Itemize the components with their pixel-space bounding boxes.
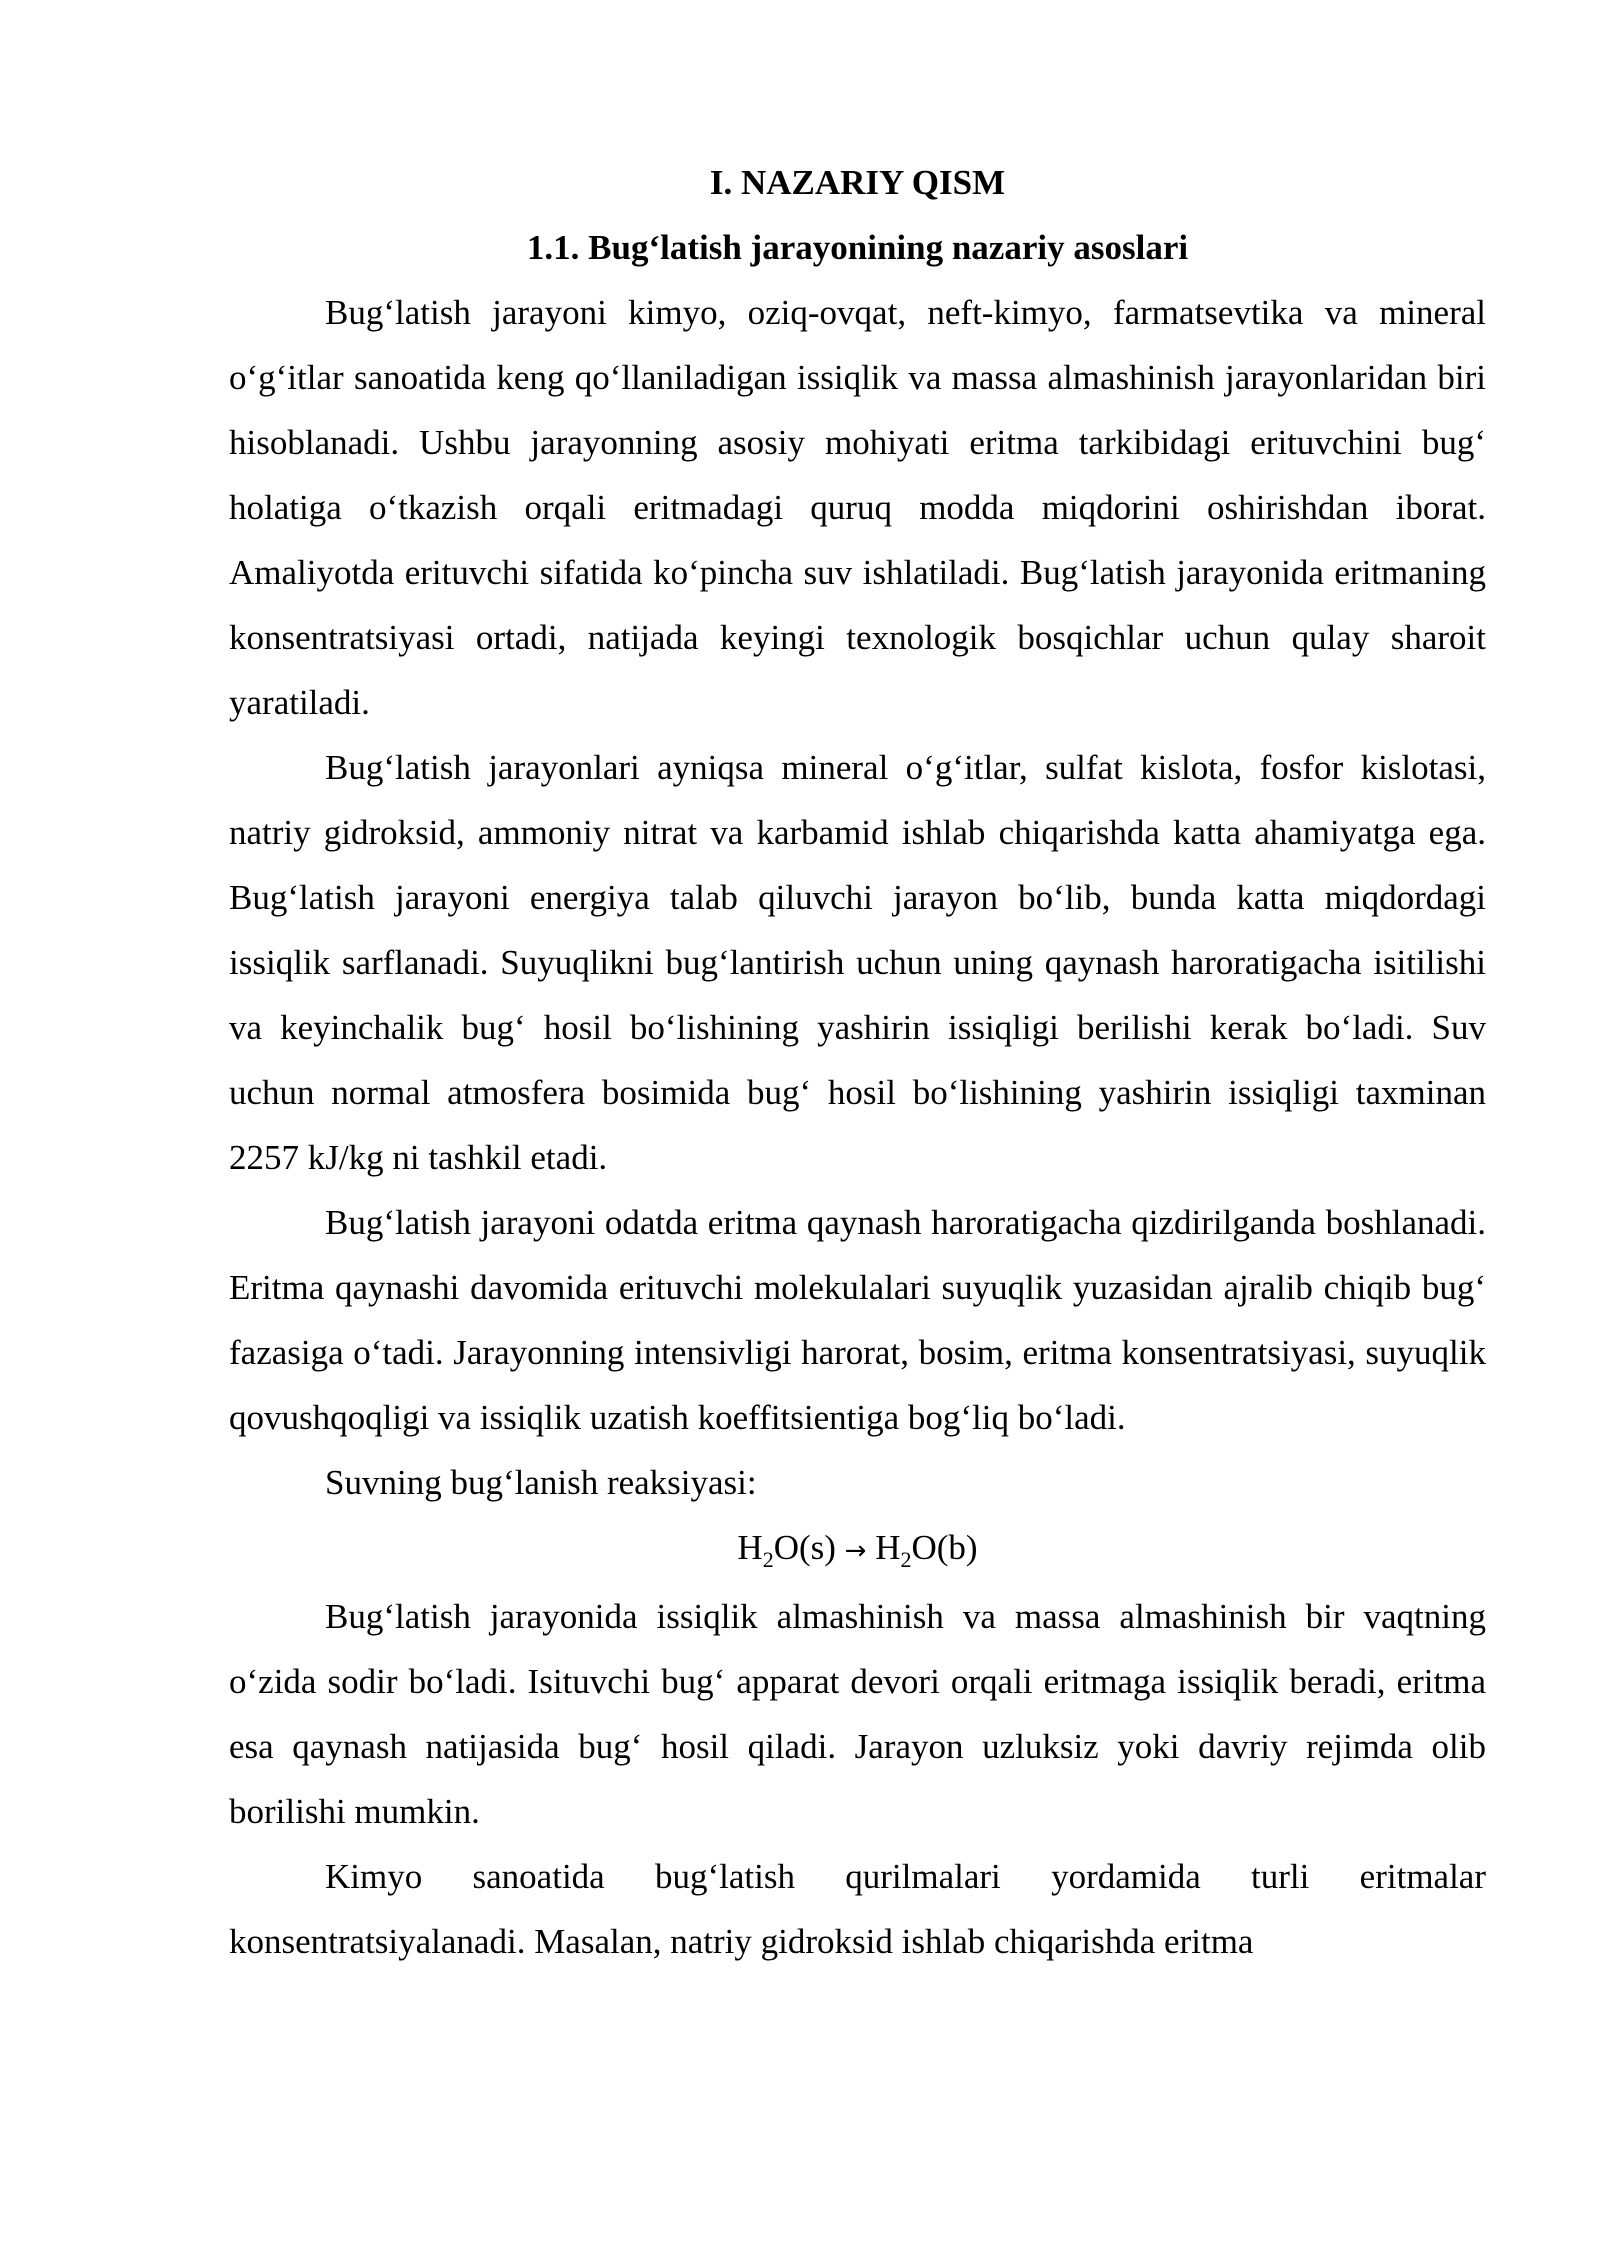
paragraph-intro: Bug‘latish jarayoni kimyo, oziq-ovqat, neft-kimyo, farmatsevtika va mineral o‘g‘itlar sanoatida keng qo‘llaniladigan issiqlik va massa almashinish jarayonlaridan biri hisoblanadi. Ushbu jarayonning asosiy mohiyati eritma tarkibidagi erituvchini bug‘ holatiga o‘tkazish orqali eritmadagi quruq modda miqdorini oshirishdan iborat. Amaliyotda erituvchi sifatida ko‘pincha suv ishlatiladi. Bug‘latish jarayonida eritmaning konsentratsiyasi ortadi, natijada keyingi texnologik bosqichlar uchun qulay sharoit yaratiladi. [229, 293, 1486, 722]
section-title: 1.1. Bug‘latish jarayonining nazariy asoslari [526, 228, 1189, 267]
document-body [229, 150, 1486, 1974]
reaction-arrow-icon: → [844, 1536, 867, 1566]
chapter-title: I. NAZARIY QISM [709, 163, 1006, 202]
formula-right-rest: O(b) [911, 1528, 978, 1567]
reaction-formula [229, 1515, 1486, 1584]
paragraph-boiling: Bug‘latish jarayoni odatda eritma qaynash haroratigacha qizdirilganda boshlanadi. Eritma qaynashi davomida erituvchi molekulalari suyuqlik yuzasidan ajralib chiqib bug‘ fazasiga o‘tadi. Jarayonning intensivligi harorat, bosim, eritma konsentratsiyasi, suyuqlik qovushqoqligi va issiqlik uzatish koeffitsientiga bog‘liq bo‘ladi. [229, 1203, 1486, 1437]
paragraph-reaction-label: Suvning bug‘lanish reaksiyasi: [325, 1463, 757, 1502]
formula-right-subscript: 2 [900, 1547, 912, 1572]
formula-left-rest: O(s) [773, 1528, 836, 1567]
formula-left-subscript: 2 [762, 1547, 774, 1572]
paragraph-applications: Bug‘latish jarayonlari ayniqsa mineral o‘g‘itlar, sulfat kislota, fosfor kislotasi, natriy gidroksid, ammoniy nitrat va karbamid ishlab chiqarishda katta ahamiyatga ega. Bug‘latish jarayoni energiya talab qiluvchi jarayon bo‘lib, bunda katta miqdordagi issiqlik sarflanadi. Suyuqlikni bug‘lantirish uchun uning qaynash haroratigacha isitilishi va keyinchalik bug‘ hosil bo‘lishining yashirin issiqligi berilishi kerak bo‘ladi. Suv uchun normal atmosfera bosimida bug‘ hosil bo‘lishining yashirin issiqligi taxminan 2257 kJ/kg ni tashkil etadi. [229, 748, 1486, 1177]
formula-right-element: H [875, 1528, 901, 1567]
paragraph-heat-mass-exchange: Bug‘latish jarayonida issiqlik almashinish va massa almashinish bir vaqtning o‘zida sodir bo‘ladi. Isituvchi bug‘ apparat devori orqali eritmaga issiqlik beradi, eritma esa qaynash natijasida bug‘ hosil qiladi. Jarayon uzluksiz yoki davriy rejimda olib borilishi mumkin. [229, 1597, 1486, 1831]
formula-left-element: H [737, 1528, 763, 1567]
paragraph-industry-example: Kimyo sanoatida bug‘latish qurilmalari yordamida turli eritmalar konsentratsiyalanadi. Masalan, natriy gidroksid ishlab chiqarishda eritma [229, 1857, 1486, 1961]
